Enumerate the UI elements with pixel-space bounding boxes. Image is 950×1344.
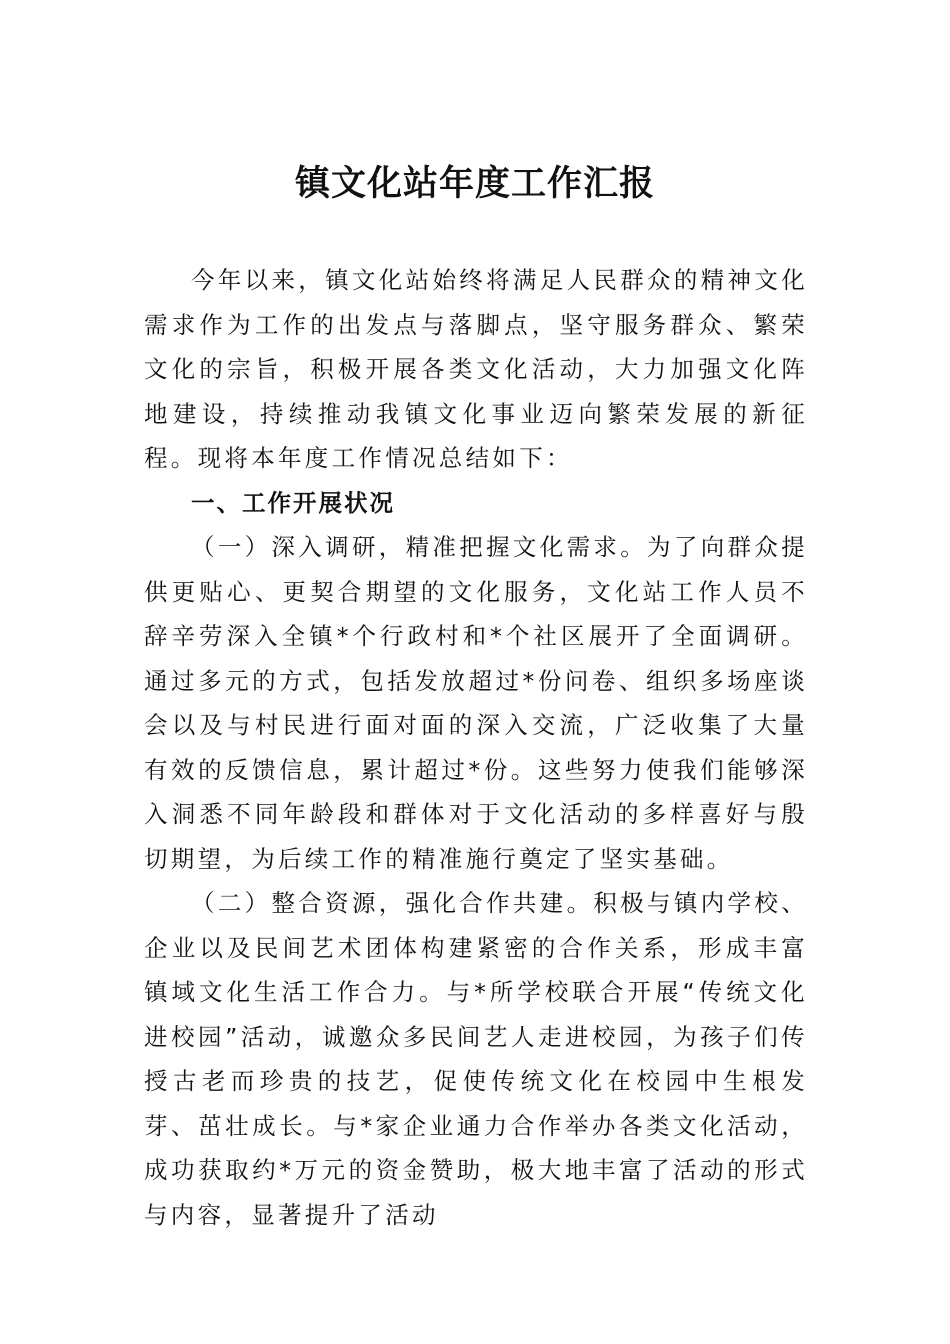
item-1-lead: （一）深入调研，精准把握文化需求。 [191,533,648,561]
item-2-text: 积极与镇内学校、企业以及民间艺术团体构建紧密的合作关系，形成丰富镇域文化生活工作合力。与*所学校联合开展“传统文化进校园”活动，诚邀众多民间艺人走进校园，为孩子们传授古老而珍贵的技艺，促使传统文化在校园中生根发芽、茁壮成长。与*家企业通力合作举办各类文化活动，成功获取约*万元的资金赞助，极大地丰富了活动的形式与内容，显著提升了活动 [144,889,808,1229]
paragraph-item-2 [144,881,808,1237]
document-title: 镇文化站年度工作汇报 [294,163,655,204]
intro-paragraph: 今年以来，镇文化站始终将满足人民群众的精神文化需求作为工作的出发点与落脚点，坚守服务群众、繁荣文化的宗旨，积极开展各类文化活动，大力加强文化阵地建设，持续推动我镇文化事业迈向繁荣发展的新征程。现将本年度工作情况总结如下： [144,266,808,472]
section-heading: 一、工作开展状况 [191,488,395,517]
item-2-lead: （二）整合资源，强化合作共建。 [191,889,594,917]
document-body [144,258,808,1237]
item-1-text: 为了向群众提供更贴心、更契合期望的文化服务，文化站工作人员不辞辛劳深入全镇*个行政村和*个社区展开了全面调研。通过多元的方式，包括发放超过*份问卷、组织多场座谈会以及与村民进行面对面的深入交流，广泛收集了大量有效的反馈信息，累计超过*份。这些努力使我们能够深入洞悉不同年龄段和群体对于文化活动的多样喜好与殷切期望，为后续工作的精准施行奠定了坚实基础。 [144,533,808,873]
paragraph-item-1 [144,525,808,881]
